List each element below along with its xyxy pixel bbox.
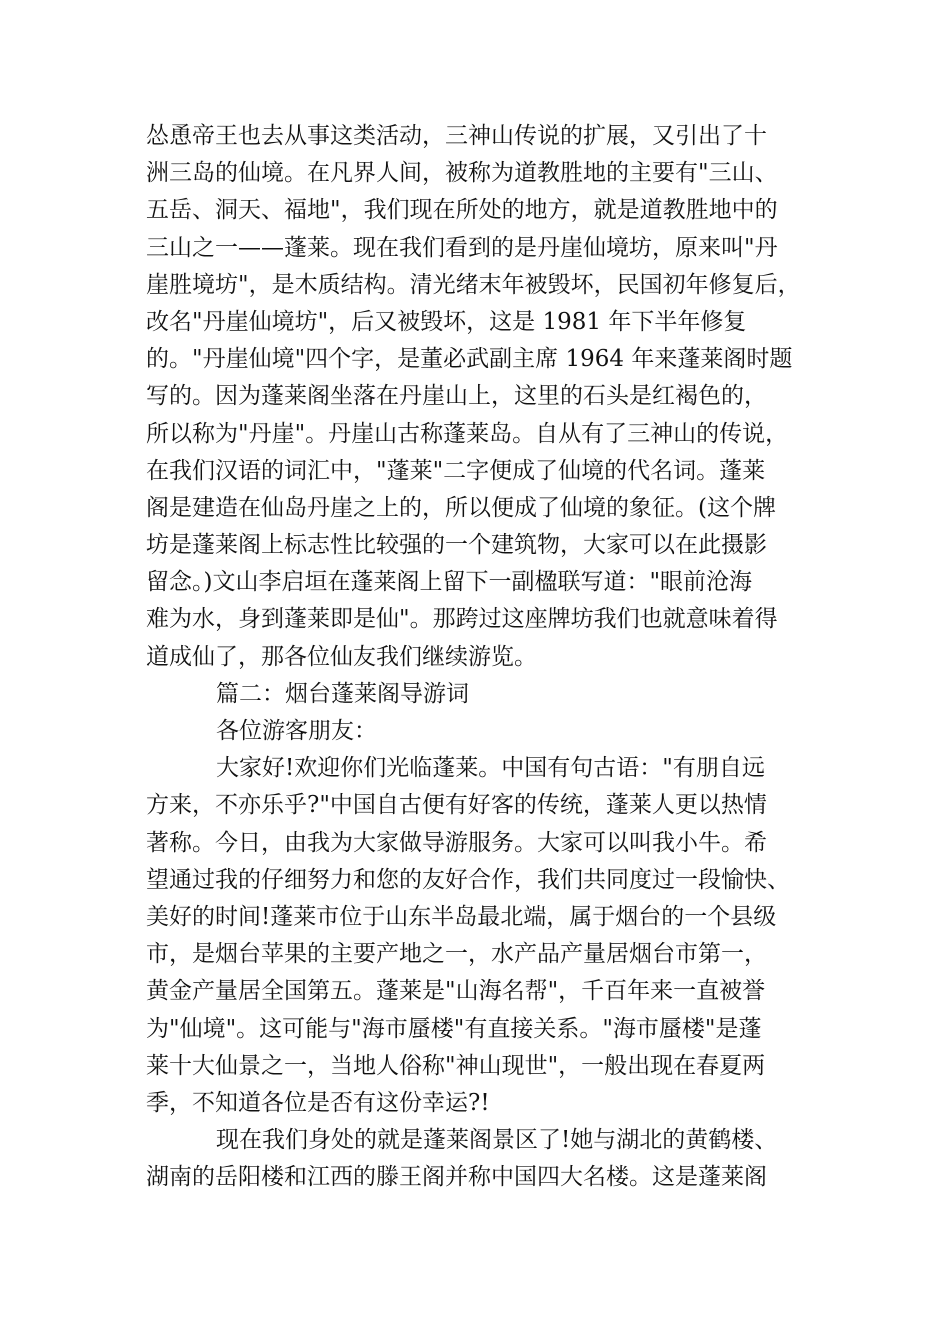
text-line: 阁是建造在仙岛丹崖之上的，所以便成了仙境的象征。(这个牌: [146, 494, 776, 521]
text-line: 方来，不亦乐乎?"中国自古便有好客的传统，蓬莱人更以热情: [146, 792, 767, 819]
text-line: 道成仙了，那各位仙友我们继续游览。: [146, 643, 537, 670]
document-body: [146, 118, 826, 1196]
greeting: 各位游客朋友：: [216, 718, 377, 744]
text-line: 季，不知道各位是否有这份幸运?!: [146, 1089, 490, 1116]
text-line: 五岳、洞天、福地"，我们现在所处的地方，就是道教胜地中的: [146, 197, 778, 224]
text-line: 难为水，身到蓬莱即是仙"。那跨过这座牌坊我们也就意味着得: [146, 606, 778, 633]
text-line: 的。"丹崖仙境"四个字，是董必武副主席 1964 年来蓬莱阁时题: [146, 346, 793, 373]
paragraph-start: 大家好!欢迎你们光临蓬莱。中国有句古语："有朋自远: [216, 755, 765, 782]
text-line: 莱十大仙景之一，当地人俗称"神山现世"，一般出现在春夏两: [146, 1052, 766, 1079]
text-line: 市，是烟台苹果的主要产地之一，水产品产量居烟台市第一，: [146, 941, 767, 968]
text-line: 留念。)文山李启垣在蓬莱阁上留下一副楹联写道："眼前沧海: [146, 569, 753, 596]
section-heading: 篇二：烟台蓬莱阁导游词: [216, 680, 469, 707]
text-line: 为"仙境"。这可能与"海市蜃楼"有直接关系。"海市蜃楼"是蓬: [146, 1015, 762, 1042]
text-line: 崖胜境坊"，是木质结构。清光绪末年被毁坏，民国初年修复后，: [146, 271, 801, 298]
text-line: 坊是蓬莱阁上标志性比较强的一个建筑物，大家可以在此摄影: [146, 532, 767, 559]
paragraph-start: 现在我们身处的就是蓬莱阁景区了!她与湖北的黄鹤楼、: [216, 1127, 778, 1154]
text-line: 三山之一——蓬莱。现在我们看到的是丹崖仙境坊，原来叫"丹: [146, 234, 778, 261]
text-line: 湖南的岳阳楼和江西的滕王阁并称中国四大名楼。这是蓬莱阁: [146, 1164, 767, 1191]
text-line: 黄金产量居全国第五。蓬莱是"山海名帮"，千百年来一直被誉: [146, 978, 766, 1005]
text-line: 改名"丹崖仙境坊"，后又被毁坏，这是 1981 年下半年修复: [146, 308, 747, 335]
text-line: 望通过我的仔细努力和您的友好合作，我们共同度过一段愉快、: [146, 866, 790, 893]
text-line: 怂恿帝王也去从事这类活动，三神山传说的扩展，又引出了十: [146, 123, 767, 149]
text-line: 在我们汉语的词汇中，"蓬莱"二字便成了仙境的代名词。蓬莱: [146, 457, 766, 484]
text-line: 著称。今日，由我为大家做导游服务。大家可以叫我小牛。希: [146, 829, 767, 856]
text-line: 所以称为"丹崖"。丹崖山古称蓬莱岛。自从有了三神山的传说，: [146, 420, 789, 447]
text-line: 洲三岛的仙境。在凡界人间，被称为道教胜地的主要有"三山、: [146, 160, 778, 187]
text-line: 写的。因为蓬莱阁坐落在丹崖山上，这里的石头是红褐色的，: [146, 383, 767, 410]
text-line: 美好的时间!蓬莱市位于山东半岛最北端，属于烟台的一个县级: [146, 903, 777, 930]
